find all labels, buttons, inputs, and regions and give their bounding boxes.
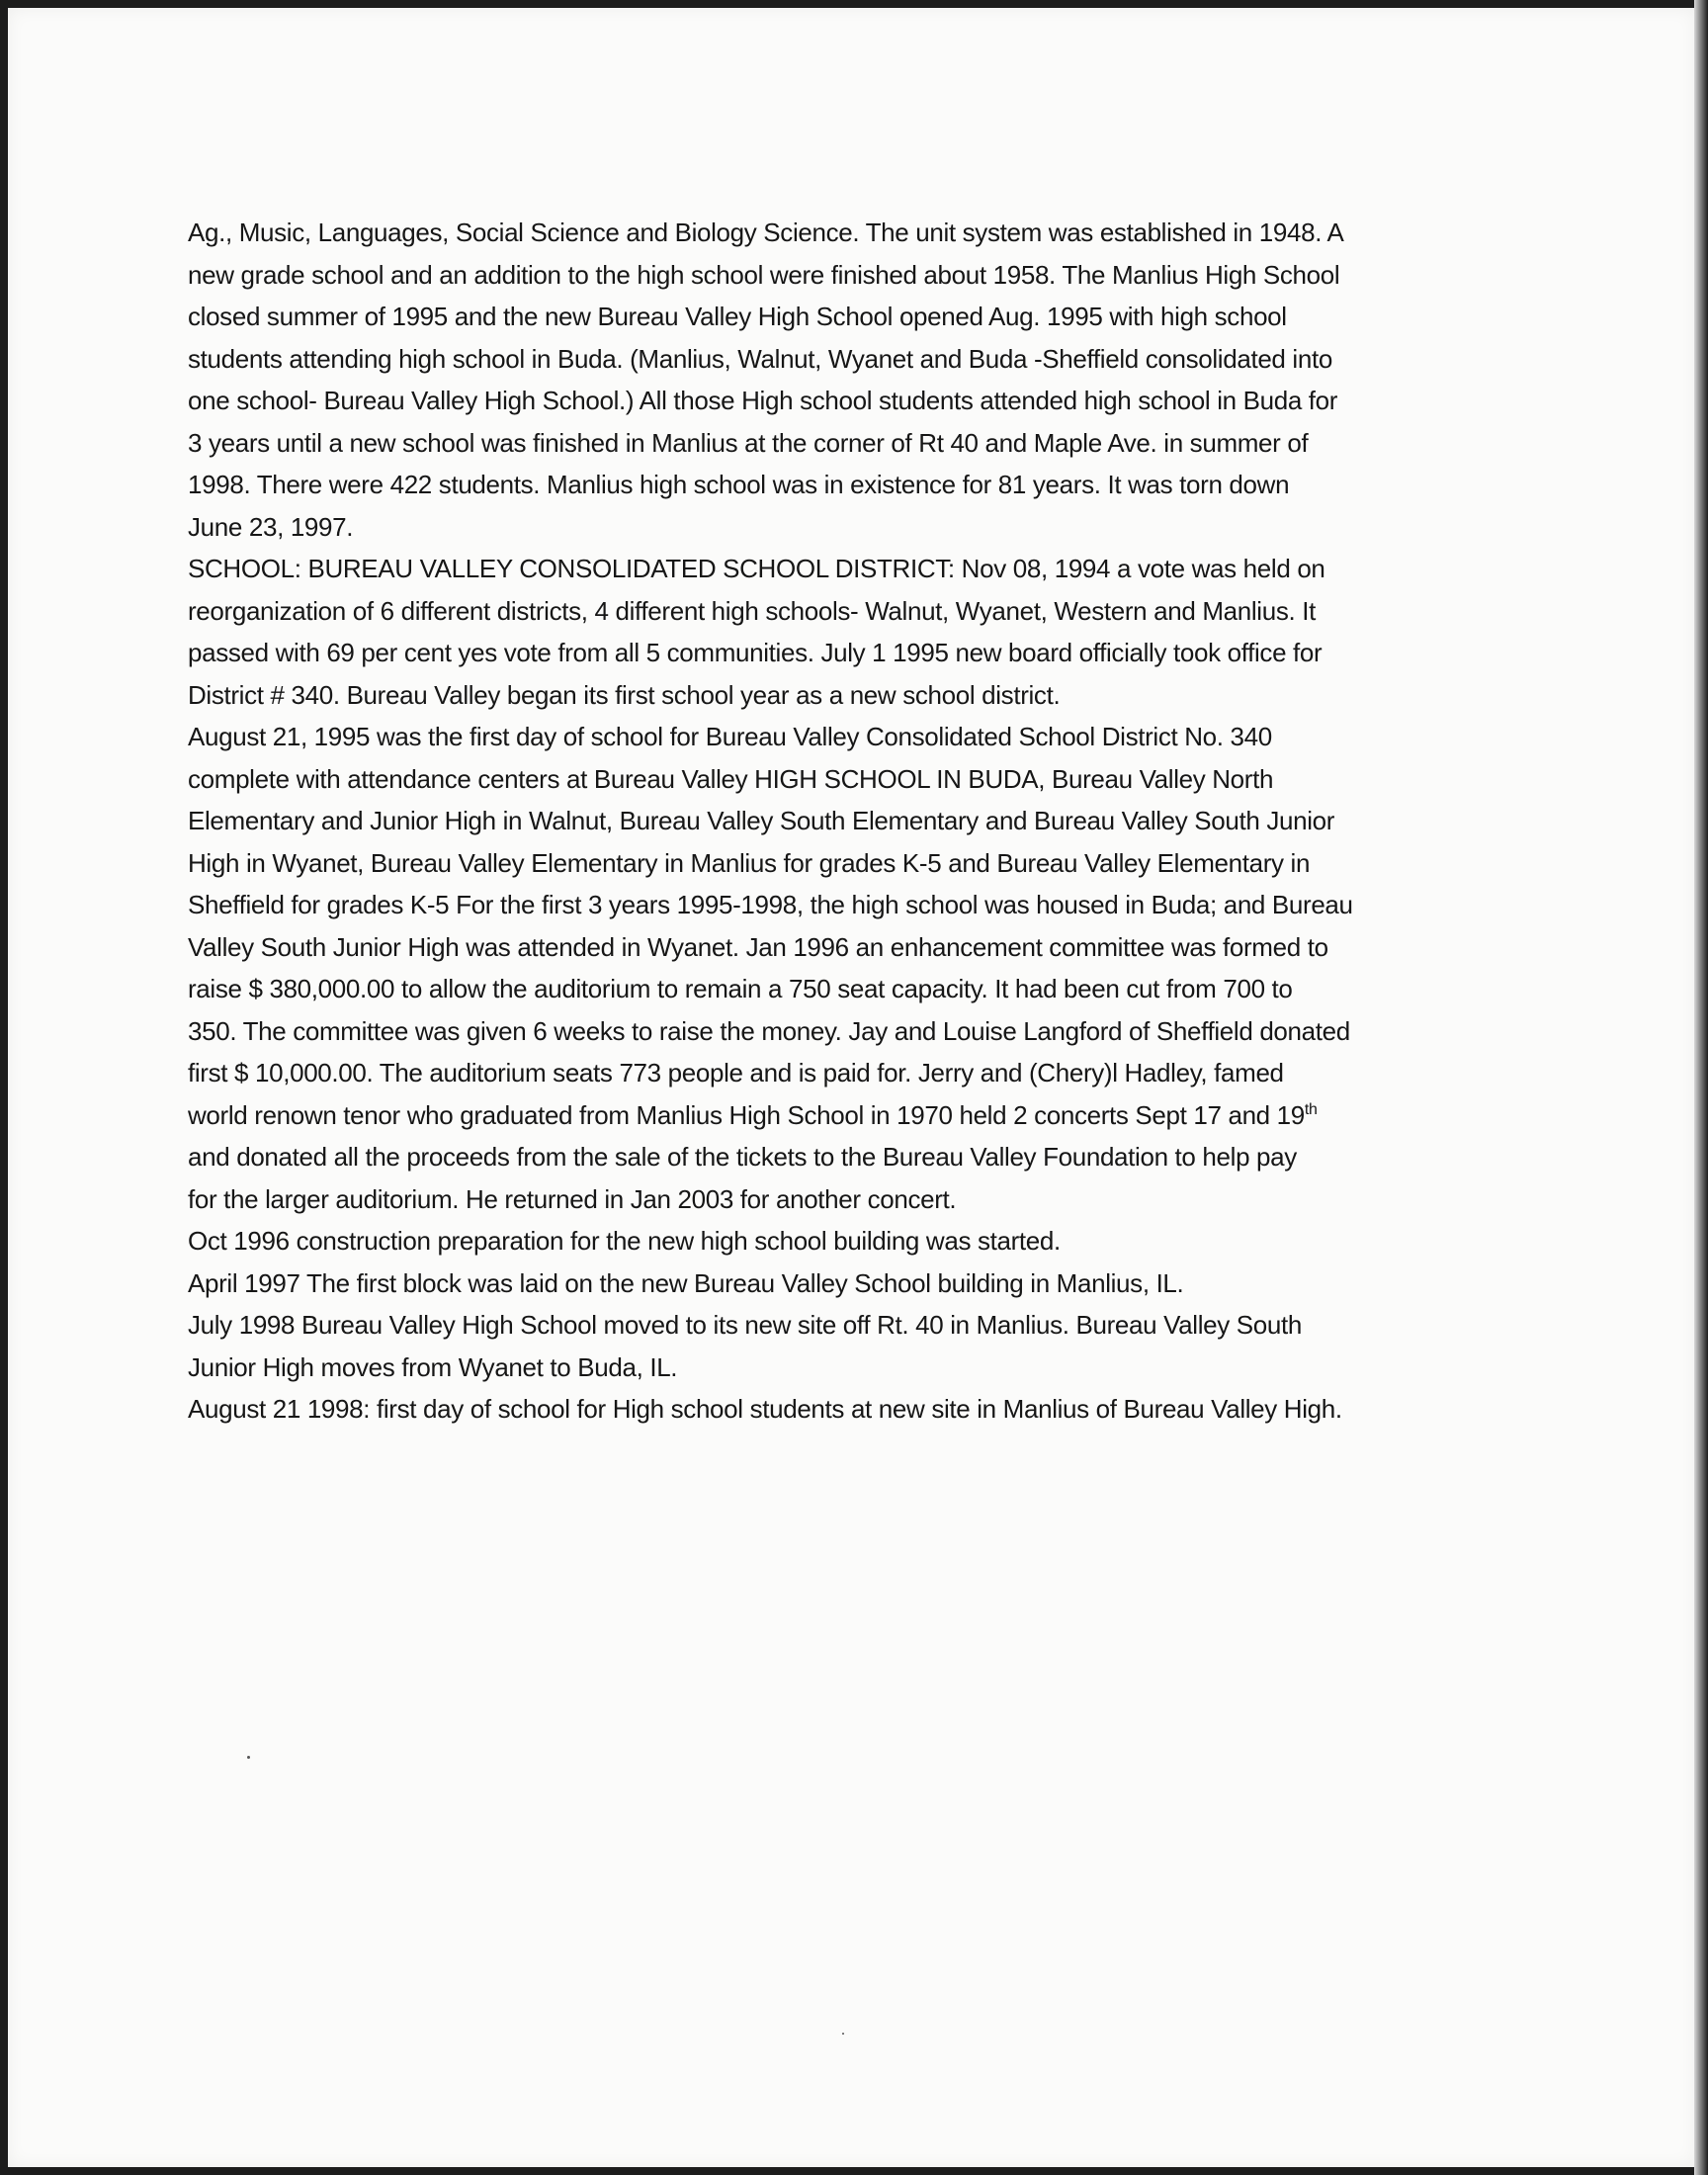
text-line: new grade school and an addition to the high school were finished about 1958. The Manlius High School	[188, 259, 1340, 290]
text-line-with-superscript	[188, 1094, 1502, 1137]
text-line: July 1998 Bureau Valley High School moved to its new site off Rt. 40 in Manlius. Bureau Valley South	[188, 1310, 1302, 1340]
document-body	[188, 212, 1502, 1431]
text-line: SCHOOL: BUREAU VALLEY CONSOLIDATED SCHOOL DISTRICT: Nov 08, 1994 a vote was held on	[188, 554, 1325, 583]
text-line: Junior High moves from Wyanet to Buda, IL.	[188, 1351, 678, 1382]
text-line: Oct 1996 construction preparation for the new high school building was started.	[188, 1226, 1061, 1256]
text-line: raise $ 380,000.00 to allow the auditorium to remain a 750 seat capacity. It had been cut from 700 to	[188, 974, 1293, 1003]
text-line: High in Wyanet, Bureau Valley Elementary in Manlius for grades K-5 and Bureau Valley Elementary in	[188, 847, 1311, 878]
paragraph-school-history	[188, 212, 1502, 548]
scan-speck	[842, 2033, 844, 2035]
paragraph-july-1998	[188, 1304, 1502, 1388]
text-line: Sheffield for grades K-5 For the first 3 years 1995-1998, the high school was housed in Buda; and Bureau	[188, 890, 1353, 919]
ordinal-superscript: th	[1304, 1100, 1318, 1118]
text-line: District # 340. Bureau Valley began its first school year as a new school district.	[188, 679, 1061, 710]
text-line: Elementary and Junior High in Walnut, Bureau Valley South Elementary and Bureau Valley South Junior	[188, 806, 1335, 835]
text-line: June 23, 1997.	[188, 511, 354, 542]
text-line: passed with 69 per cent yes vote from all 5 communities. July 1 1995 new board officially took office for	[188, 638, 1323, 667]
paper-page	[8, 8, 1696, 2167]
text-line: first $ 10,000.00. The auditorium seats 773 people and is paid for. Jerry and (Chery)l Hadley, famed	[188, 1058, 1284, 1088]
text-line: August 21 1998: first day of school for High school students at new site in Manlius of Bureau Valley High.	[188, 1394, 1342, 1424]
paragraph-consolidated-district	[188, 548, 1502, 716]
text-line: 3 years until a new school was finished in Manlius at the corner of Rt 40 and Maple Ave. in summer of	[188, 427, 1309, 458]
scan-edge-shadow	[1694, 0, 1708, 2175]
text-line: for the larger auditorium. He returned in Jan 2003 for another concert.	[188, 1183, 957, 1214]
text-line: Valley South Junior High was attended in Wyanet. Jan 1996 an enhancement committee was formed to	[188, 931, 1328, 962]
paragraph-oct-1996	[188, 1220, 1502, 1262]
text-line: 350. The committee was given 6 weeks to raise the money. Jay and Louise Langford of Sheffield donated	[188, 1015, 1350, 1046]
scan-speck	[247, 1756, 250, 1759]
text-line: Ag., Music, Languages, Social Science and Biology Science. The unit system was established in 1948. A	[188, 218, 1344, 247]
text-line: August 21, 1995 was the first day of school for Bureau Valley Consolidated School District No. 340	[188, 722, 1272, 751]
text-line: one school- Bureau Valley High School.) All those High school students attended high school in Buda for	[188, 386, 1338, 415]
text-line: and donated all the proceeds from the sale of the tickets to the Bureau Valley Foundation to help pay	[188, 1142, 1297, 1172]
paragraph-august-1998	[188, 1388, 1502, 1431]
text-line: closed summer of 1995 and the new Bureau Valley High School opened Aug. 1995 with high school	[188, 302, 1287, 331]
line-text: world renown tenor who graduated from Manlius High School in 1970 held 2 concerts Sept 17 and 19	[188, 1099, 1305, 1130]
text-line: 1998. There were 422 students. Manlius high school was in existence for 81 years. It was torn down	[188, 470, 1290, 499]
text-line: April 1997 The first block was laid on the new Bureau Valley School building in Manlius, IL.	[188, 1267, 1184, 1298]
text-line: students attending high school in Buda. (Manlius, Walnut, Wyanet and Buda -Sheffield consolidated into	[188, 343, 1332, 374]
text-line: complete with attendance centers at Bureau Valley HIGH SCHOOL IN BUDA, Bureau Valley North	[188, 763, 1274, 794]
text-line: reorganization of 6 different districts, 4 different high schools- Walnut, Wyanet, Western and Manlius. It	[188, 595, 1316, 626]
paragraph-first-day-1995	[188, 716, 1502, 1220]
paragraph-april-1997	[188, 1262, 1502, 1305]
